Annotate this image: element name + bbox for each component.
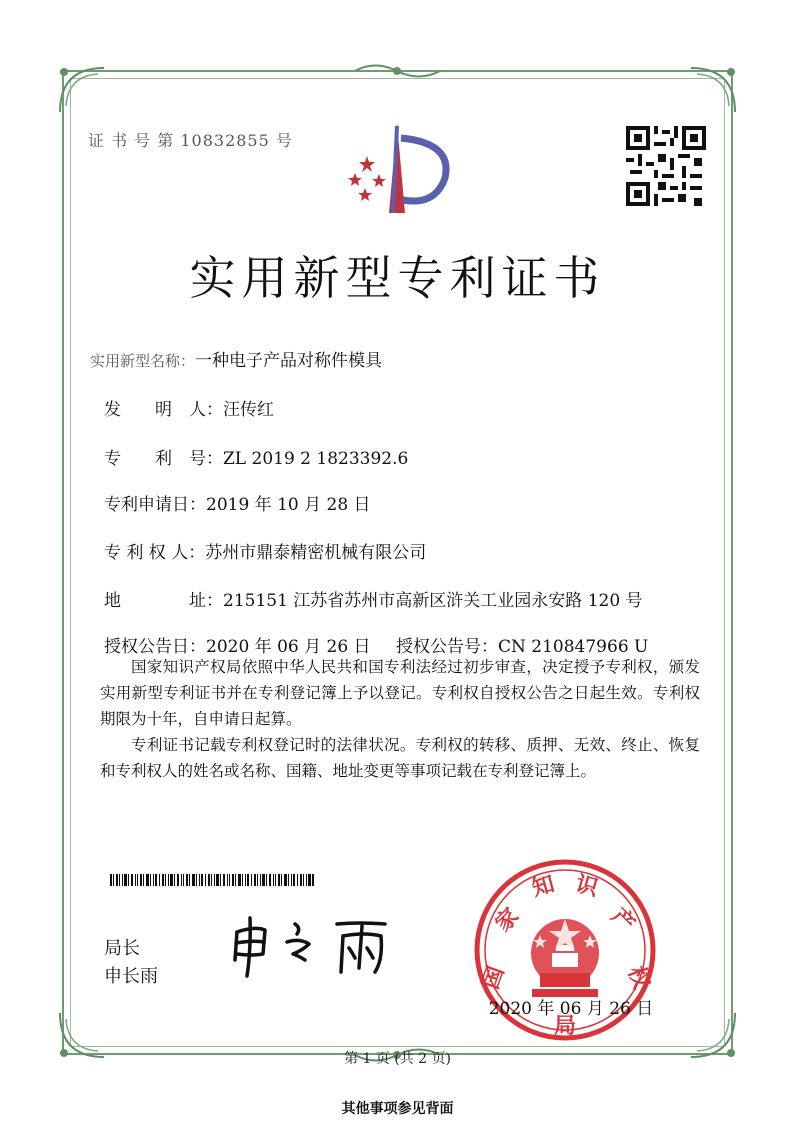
- director-title: 局长: [104, 938, 140, 959]
- barcode: [110, 874, 315, 886]
- svg-text:识: 识: [572, 871, 601, 902]
- field-label: 授权公告号：: [396, 637, 498, 657]
- field-label: 专 利 号：: [104, 449, 223, 469]
- body-paragraph-legal-status: 专利证书记载专利权登记时的法律状况。专利权的转移、质押、无效、终止、恢复和专利权人的姓名或名称、国籍、地址变更等事项记载在专利登记簿上。: [100, 736, 700, 780]
- field-label: 授权公告日：: [104, 637, 206, 657]
- certificate-number: 证 书 号 第 10832855 号: [88, 131, 293, 150]
- field-value: 215151 江苏省苏州市高新区浒关工业园永安路 120 号: [223, 591, 643, 611]
- field-patentee: [104, 538, 426, 563]
- certificate-title: 实用新型专利证书: [189, 251, 606, 305]
- body-paragraph-grant: 国家知识产权局依照中华人民共和国专利法经过初步审查，决定授予专利权，颁发实用新型专利证书并在专利登记簿上予以登记。专利权自授权公告之日起生效。专利权期限为十年，自申请日起算。: [100, 658, 700, 728]
- svg-text:权: 权: [622, 963, 654, 993]
- top-center-ornament: [350, 60, 445, 82]
- svg-text:家: 家: [490, 903, 525, 938]
- qr-code: [626, 126, 706, 206]
- director-signature: [225, 910, 400, 980]
- patent-office-logo: [335, 118, 460, 218]
- field-filing-date: [104, 490, 371, 515]
- field-inventor: [104, 395, 274, 420]
- field-label: 专利申请日：: [104, 495, 206, 515]
- page-number: 第 1 页 (共 2 页): [344, 1051, 451, 1067]
- svg-text:局: 局: [553, 1014, 577, 1039]
- field-value: CN 210847966 U: [498, 637, 649, 657]
- back-page-note: 其他事项参见背面: [341, 1101, 454, 1117]
- field-patent-number: [104, 444, 408, 469]
- field-utility-model-name: [90, 346, 382, 371]
- svg-text:产: 产: [605, 903, 640, 938]
- field-value: 2020 年 06 月 26 日: [206, 637, 371, 657]
- certificate-body: [100, 654, 700, 784]
- field-address: [104, 586, 643, 611]
- field-value: ZL 2019 2 1823392.6: [223, 449, 409, 469]
- field-label: 发 明 人：: [104, 400, 223, 420]
- director-name: 申长雨: [104, 966, 158, 987]
- corner-ornament-top-right: [683, 60, 743, 120]
- svg-text:国: 国: [478, 963, 510, 993]
- seal-date: 2020 年 06 月 26 日: [488, 999, 654, 1019]
- field-value: 汪传红: [223, 400, 274, 420]
- field-label: 实用新型名称：: [90, 352, 196, 370]
- field-value: 苏州市鼎泰精密机械有限公司: [205, 543, 427, 563]
- field-label: 地 址：: [104, 591, 223, 611]
- corner-ornament-top-left: [52, 60, 112, 120]
- field-value: 一种电子产品对称件模具: [195, 351, 383, 371]
- field-value: 2019 年 10 月 28 日: [206, 495, 371, 515]
- svg-text:知: 知: [529, 871, 558, 902]
- field-label: 专 利 权 人：: [104, 543, 206, 563]
